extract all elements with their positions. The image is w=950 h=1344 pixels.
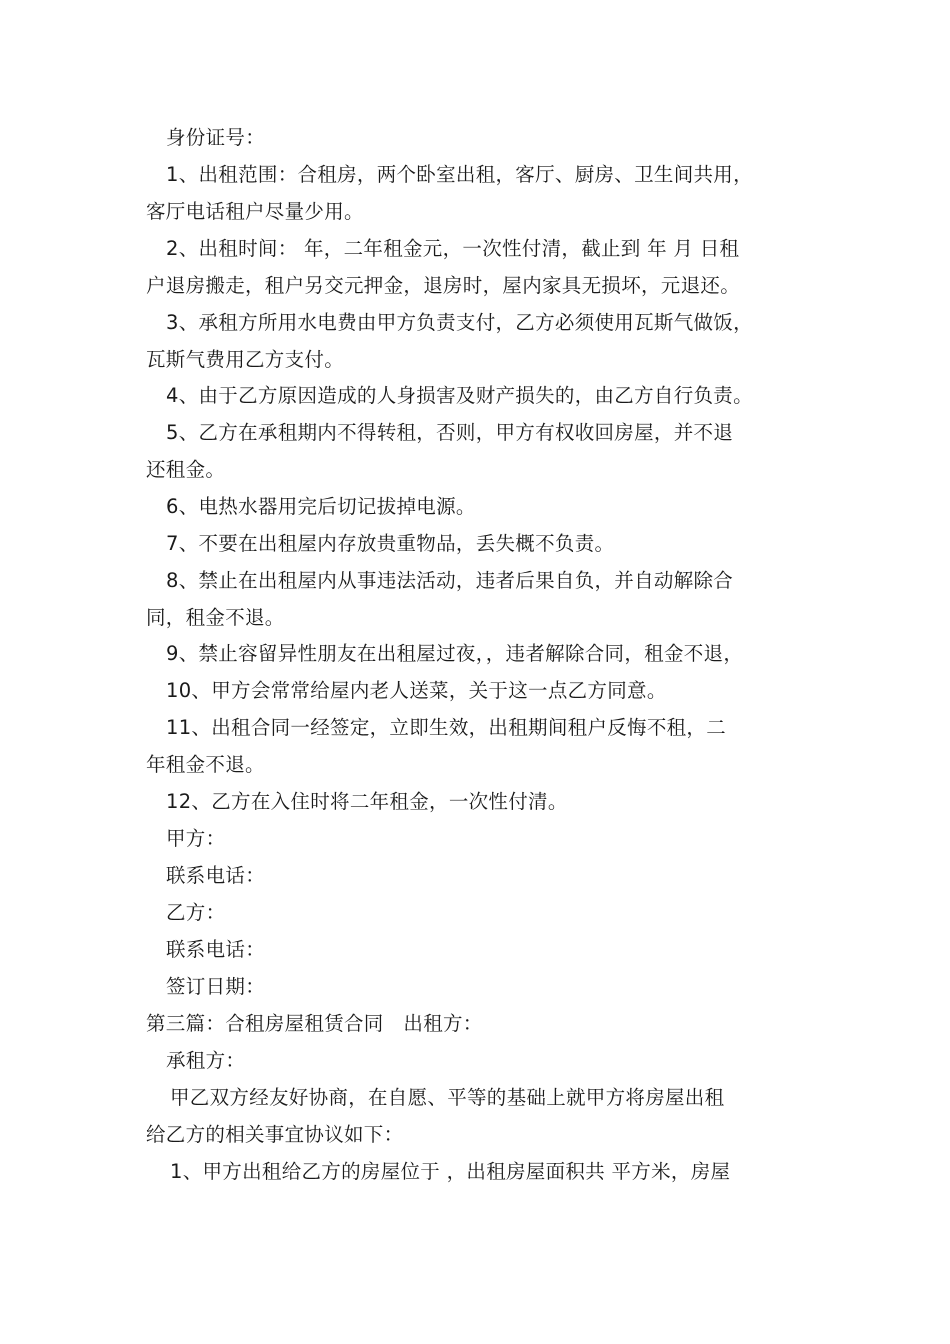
text-line-clause-5: 5、乙方在承租期内不得转租，否则，甲方有权收回房屋，并不退 xyxy=(166,421,734,444)
text-line-clause-12: 12、乙方在入住时将二年租金，一次性付清。 xyxy=(166,790,568,813)
text-line-sign-date: 签订日期： xyxy=(166,975,266,998)
text-line-clause-11-cont: 年租金不退。 xyxy=(146,753,265,776)
text-line-clause-8: 8、禁止在出租屋内从事违法活动，违者后果自负，并自动解除合 xyxy=(166,569,734,592)
text-line-clause-7: 7、不要在出租屋内存放贵重物品，丢失概不负责。 xyxy=(166,532,615,555)
text-line-clause-5-cont: 还租金。 xyxy=(146,458,226,481)
text-line-clause-1: 1、出租范围：合租房，两个卧室出租，客厅、厨房、卫生间共用， xyxy=(166,163,753,186)
text-line-clause-6: 6、电热水器用完后切记拔掉电源。 xyxy=(166,495,476,518)
text-line-lessee: 承租方： xyxy=(166,1049,246,1072)
text-line-clause-2: 2、出租时间： 年，二年租金元，一次性付清，截止到 年 月 日租 xyxy=(166,237,740,260)
text-line-new-clause-1: 1、甲方出租给乙方的房屋位于 ，出租房屋面积共 平方米，房屋 xyxy=(170,1160,731,1183)
text-line-section-three-heading: 第三篇：合租房屋租赁合同 出租方： xyxy=(146,1012,483,1035)
text-line-clause-8-cont: 同，租金不退。 xyxy=(146,606,285,629)
text-line-clause-9: 9、禁止容留异性朋友在出租屋过夜，，违者解除合同，租金不退， xyxy=(166,642,744,665)
text-line-clause-2-cont: 户退房搬走，租户另交元押金，退房时，屋内家具无损坏，元退还。 xyxy=(146,274,741,297)
text-line-agreement-intro-cont: 给乙方的相关事宜协议如下： xyxy=(146,1123,404,1146)
text-line-phone-b: 联系电话： xyxy=(166,938,266,961)
text-line-phone-a: 联系电话： xyxy=(166,864,266,887)
text-line-agreement-intro: 甲乙双方经友好协商，在自愿、平等的基础上就甲方将房屋出租 xyxy=(170,1086,725,1109)
text-line-party-b: 乙方： xyxy=(166,901,226,924)
text-line-id-number: 身份证号： xyxy=(166,126,266,149)
text-line-party-a: 甲方： xyxy=(166,827,226,850)
text-line-clause-3: 3、承租方所用水电费由甲方负责支付，乙方必须使用瓦斯气做饭， xyxy=(166,311,753,334)
text-line-clause-10: 10、甲方会常常给屋内老人送菜，关于这一点乙方同意。 xyxy=(166,679,667,702)
text-line-clause-1-cont: 客厅电话租户尽量少用。 xyxy=(146,200,364,223)
text-line-clause-11: 11、出租合同一经签定，立即生效，出租期间租户反悔不租，二 xyxy=(166,716,727,739)
text-line-clause-3-cont: 瓦斯气费用乙方支付。 xyxy=(146,348,345,371)
text-line-clause-4: 4、由于乙方原因造成的人身损害及财产损失的，由乙方自行负责。 xyxy=(166,384,753,407)
